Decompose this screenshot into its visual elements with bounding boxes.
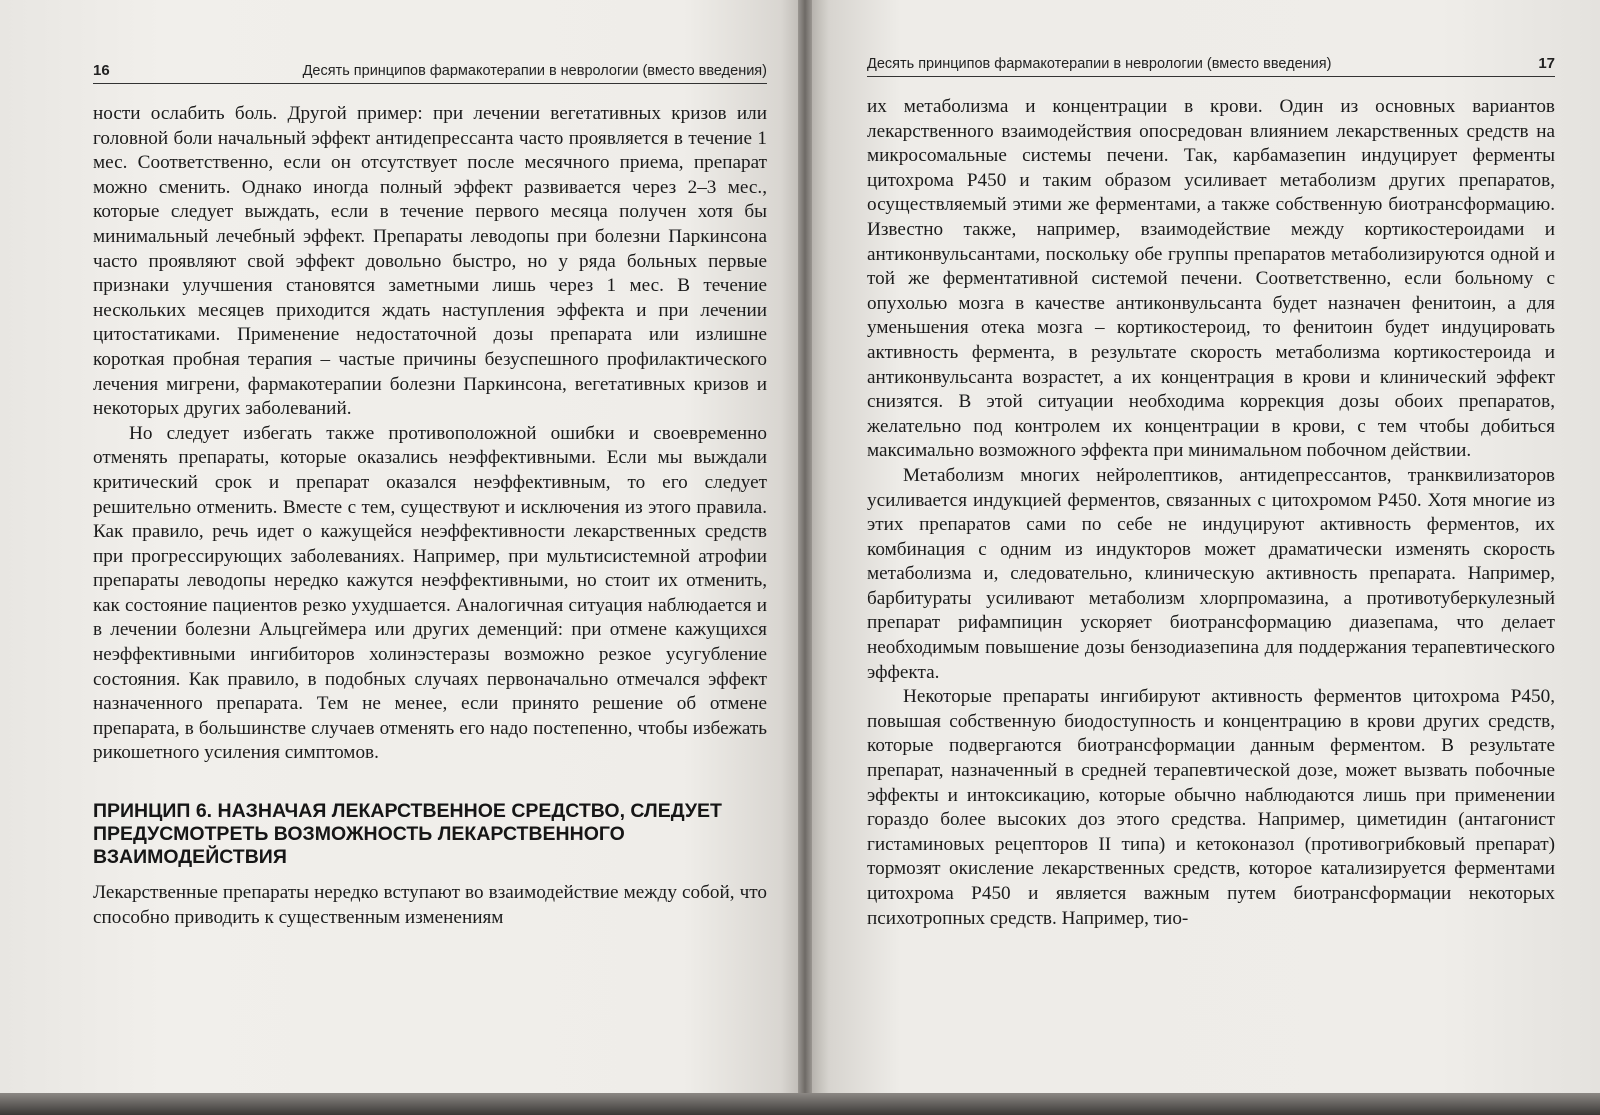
right-page-header [867,55,1555,77]
right-page-body [867,95,1555,931]
paragraph: ности ослабить боль. Другой пример: при лечении вегетативных кризов или головной боли начальный эффект антидепрессанта часто проявляется в течение 1 мес. Соответственно, если он отсутствует после месячного приема, препарат можно сменить. Однако иногда полный эффект развивается через 2–3 мес., которые следует выждать, если в течение первого месяца получен хотя бы минимальный лечебный эффект. Препараты леводопы при болезни Паркинсона часто проявляют свой эффект довольно быстро, но у ряда больных первые признаки улучшения становятся заметными лишь через 1 мес. В течение нескольких месяцев приходится ждать наступления эффекта и при лечении цитостатиками. Применение недостаточной дозы препарата или излишне короткая пробная терапия – частые причины безуспешного профилактического лечения мигрени, фармакотерапии болезни Паркинсона, вегетативных кризов и некоторых других заболеваний. [93,103,767,420]
paragraph: Лекарственные препараты нередко вступают во взаимодействие между собой, что способно приводить к существенным изменениям [93,882,767,928]
right-page [805,0,1600,1115]
running-header: Десять принципов фармакотерапии в неврологии (вместо введения) [867,56,1332,72]
page-number: 16 [93,62,110,79]
page-number: 17 [1538,55,1555,72]
book-gutter [798,0,812,1115]
left-page-header [93,62,767,84]
section-heading: ПРИНЦИП 6. НАЗНАЧАЯ ЛЕКАРСТВЕННОЕ СРЕДСТВО, СЛЕДУЕТ ПРЕДУСМОТРЕТЬ ВОЗМОЖНОСТЬ ЛЕКАРСТВЕННОГО ВЗАИМОДЕЙСТВИЯ [93,800,722,869]
left-page-body [93,102,767,930]
running-header: Десять принципов фармакотерапии в неврологии (вместо введения) [302,63,767,79]
paragraph: Некоторые препараты ингибируют активность ферментов цитохрома P450, повышая собственную биодоступность и концентрацию в крови других средств, которые подвергаются биотрансформации данным ферментом. В результате препарат, назначенный в средней терапевтической дозе, может вызвать побочные эффекты и интоксикацию, которые обычно наблюдаются лишь при применении гораздо более высоких доз этого средства. Например, циметидин (антагонист гистаминовых рецепторов II типа) и кетоконазол (противогрибковый препарат) тормозят окисление лекарственных средств, которое катализируется ферментами цитохрома P450 и является важным путем биотрансформации некоторых психотропных средств. Например, тио- [867,686,1555,929]
paragraph: их метаболизма и концентрации в крови. Один из основных вариантов лекарственного взаимодействия опосредован влиянием лекарственных средств на микросомальные системы печени. Так, карбамазепин индуцирует ферменты цитохрома P450 и таким образом усиливает метаболизм других препаратов, осуществляемый этими же ферментами, а также собственную биотрансформацию. Известно также, например, взаимодействие между кортикостероидами и антиконвульсантами, поскольку обе группы препаратов метаболизируются одной и той же ферментативной системой печени. Соответственно, если больному с опухолью мозга в качестве антиконвульсанта будет назначен фенитоин, а для уменьшения отека мозга – кортикостероид, то фенитоин будет индуцировать активность фермента, в результате скорость метаболизма кортикостероида и антиконвульсанта возрастет, а их концентрация в крови и клинический эффект снизятся. В этой ситуации необходима коррекция дозы обоих препаратов, желательно под контролем их концентрации в крови, с тем чтобы добиться максимально возможного эффекта при минимальном побочном действии. [867,96,1555,462]
page-bottom-edge [0,1093,1600,1115]
paragraph: Но следует избегать также противоположной ошибки и своевременно отменять препараты, которые оказались неэффективными. Если мы выждали критический срок и препарат оказался неэффективным, то его следует решительно отменить. Вместе с тем, существуют и исключения из этого правила. Как правило, речь идет о кажущейся неэффективности лекарственных средств при прогрессирующих заболеваниях. Например, при мультисистемной атрофии препараты леводопы нередко кажутся неэффективными, но стоит их отменить, как состояние пациентов резко ухудшается. Аналогичная ситуация наблюдается и в лечении болезни Альцгеймера или других деменций: при отмене кажущихся неэффективными ингибиторов холинэстеразы возможно резкое усугубление состояния. Как правило, в подобных случаях первоначально отмечался эффект назначенного препарата. Тем не менее, если принято решение об отмене препарата, в большинстве случаев отменять его надо постепенно, чтобы избежать рикошетного усиления симптомов. [93,422,767,764]
paragraph: Метаболизм многих нейролептиков, антидепрессантов, транквилизаторов усиливается индукцией ферментов, связанных с цитохромом P450. Хотя многие из этих препаратов сами по себе не индуцируют активность ферментов, их комбинация с одним из индукторов может драматически изменять скорость метаболизма и, следовательно, клиническую активность препарата. Например, барбитураты усиливают метаболизм хлорпромазина, а противотуберкулезный препарат рифампицин ускоряет биотрансформацию диазепама, что делает необходимым повышение дозы бензодиазепина для поддержания терапевтического эффекта. [867,464,1555,683]
